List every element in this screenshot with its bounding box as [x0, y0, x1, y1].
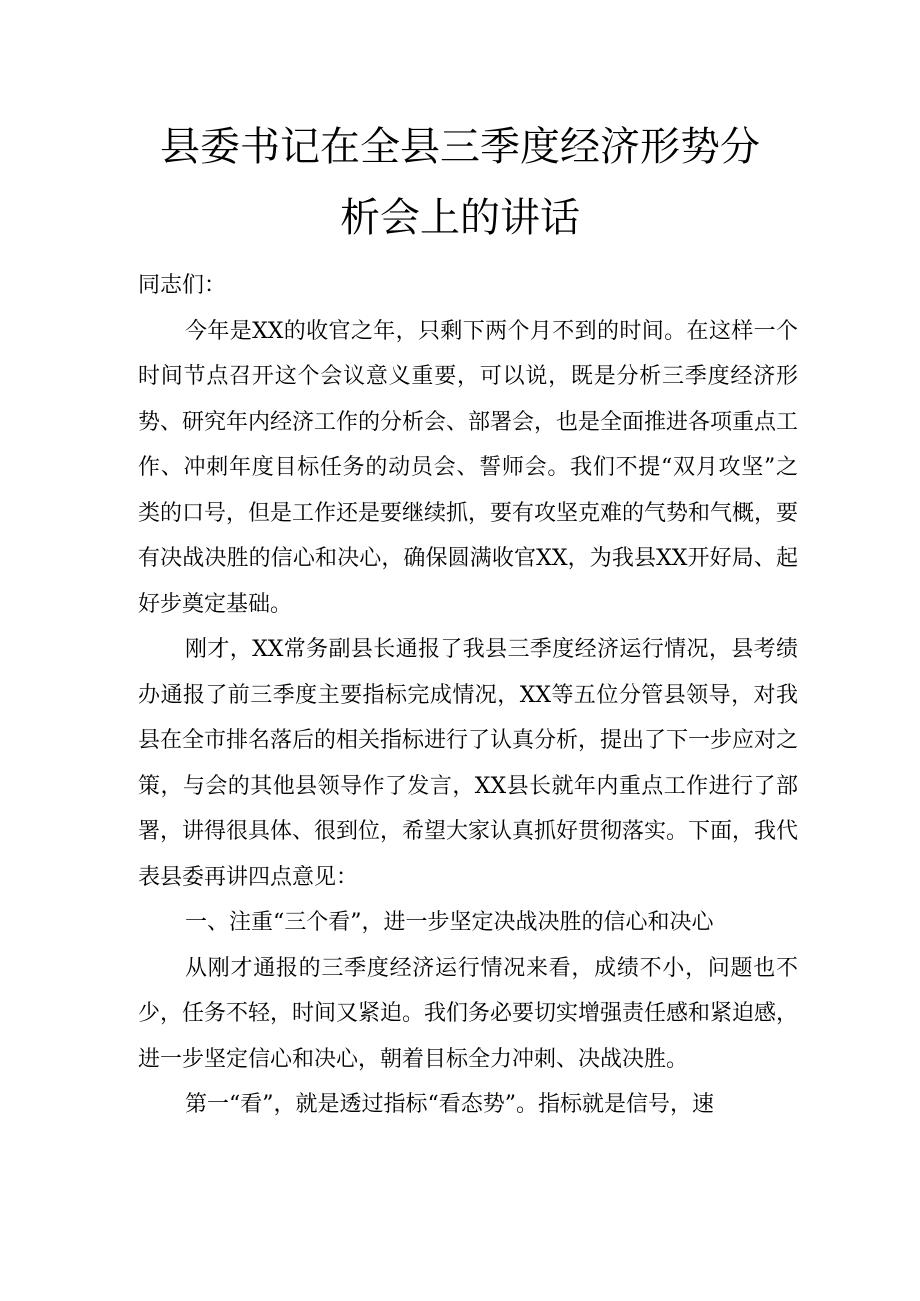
paragraph-first-look: 第一“看”，就是透过指标“看态势”。指标就是信号，速	[185, 1092, 714, 1117]
paragraph-opening: 今年是XX的收官之年，只剩下两个月不到的时间。在这样一个时间节点召开这个会议意义重要，可以说，既是分析三季度经济形势、研究年内经济工作的分析会、部署会，也是全面推进各项重点工作、冲刺年度目标任务的动员会、誓师会。我们不提“双月攻坚”之类的口号，但是工作还是要继续抓，要有攻坚克难的气势和气概，要有决战决胜的信心和决心，确保圆满收官XX，为我县XX开好局、起好步奠定基础。	[138, 318, 799, 617]
salutation: 同志们：	[138, 273, 227, 298]
document-title-line-1: 县委书记在全县三季度经济形势分	[160, 124, 760, 170]
paragraph-briefing: 刚才，XX常务副县长通报了我县三季度经济运行情况，县考绩办通报了前三季度主要指标完成情况，XX等五位分管县领导，对我县在全市排名落后的相关指标进行了认真分析，提出了下一步应对之策，与会的其他县领导作了发言，XX县长就年内重点工作进行了部署，讲得很具体、很到位，希望大家认真抓好贯彻落实。下面，我代表县委再讲四点意见：	[138, 637, 799, 890]
paragraph-section-1-intro: 从刚才通报的三季度经济运行情况来看，成绩不小，问题也不少，任务不轻，时间又紧迫。我们务必要切实增强责任感和紧迫感，进一步坚定信心和决心，朝着目标全力冲刺、决战决胜。	[138, 955, 799, 1072]
document-body	[138, 263, 798, 1128]
section-heading-1: 一、注重“三个看”，进一步坚定决战决胜的信心和决心	[185, 910, 714, 935]
document-title-line-2: 析会上的讲话	[340, 195, 580, 241]
